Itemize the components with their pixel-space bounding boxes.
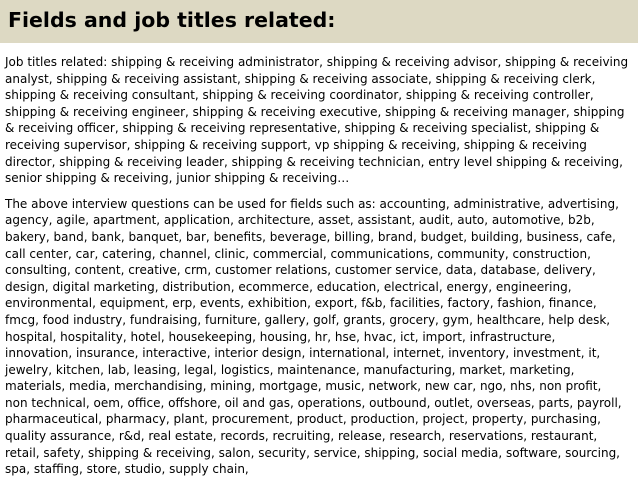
text-line: shipping & receiving engineer, shipping & receiving executive, shipping & receiving manager, shipping [5,104,625,119]
text-line: materials, media, merchandising, mining, mortgage, music, network, new car, ngo, nhs, non profit, [5,379,602,394]
page-title: Fields and job titles related: [8,8,336,32]
text-line: hospital, hospitality, hotel, housekeeping, housing, hr, hse, hvac, ict, import, infrastructure, [5,329,556,344]
text-line: non technical, oem, office, offshore, oil and gas, operations, outbound, outlet, overseas, parts, payroll, [5,395,622,410]
text-line: agency, agile, apartment, application, architecture, asset, assistant, audit, auto, automotive, b2b, [5,213,595,228]
text-line: director, shipping & receiving leader, shipping & receiving technician, entry level shipping & receiving, [5,154,623,169]
text-line: environmental, equipment, erp, events, exhibition, export, f&b, facilities, factory, fashion, finance, [5,296,597,311]
job-titles-paragraph [5,54,635,187]
text-line: Job titles related: shipping & receiving administrator, shipping & receiving advisor, shipping & receiving [5,55,629,69]
text-line: shipping & receiving consultant, shipping & receiving coordinator, shipping & receiving controller, [5,88,594,103]
text-line: & receiving officer, shipping & receiving representative, shipping & receiving specialist, shipping & [5,121,600,136]
text-line: analyst, shipping & receiving assistant, shipping & receiving associate, shipping & receiving clerk, [5,71,596,86]
text-line: spa, staffing, store, studio, supply chain, [5,462,249,477]
text-line: receiving supervisor, shipping & receiving support, vp shipping & receiving, shipping & receiving [5,137,587,152]
text-line: senior shipping & receiving, junior shipping & receiving… [5,171,350,186]
text-line: jewelry, kitchen, lab, leasing, legal, logistics, maintenance, manufacturing, market, marketing, [5,362,575,377]
content-area [5,54,635,478]
text-line: consulting, content, creative, crm, customer relations, customer service, data, database, delivery, [5,263,596,278]
text-line: call center, car, catering, channel, clinic, commercial, communications, community, construction, [5,246,591,261]
fields-paragraph [5,196,635,478]
text-line: bakery, band, bank, banquet, bar, benefits, beverage, billing, brand, budget, building, business, cafe, [5,229,616,244]
text-line: innovation, insurance, interactive, interior design, international, internet, inventory, investment, it, [5,346,601,361]
title-bar [0,0,638,43]
text-line: The above interview questions can be used for fields such as: accounting, administrative, advertising, [5,196,619,211]
text-line: quality assurance, r&d, real estate, records, recruiting, release, research, reservations, restaurant, [5,429,598,444]
text-line: pharmaceutical, pharmacy, plant, procurement, product, production, project, property, purchasing, [5,412,601,427]
text-line: design, digital marketing, distribution, ecommerce, education, electrical, energy, engineering, [5,279,572,294]
text-line: fmcg, food industry, fundraising, furniture, gallery, golf, grants, grocery, gym, healthcare, help desk, [5,312,611,327]
text-line: retail, safety, shipping & receiving, salon, security, service, shipping, social media, software, sourcing, [5,445,620,460]
